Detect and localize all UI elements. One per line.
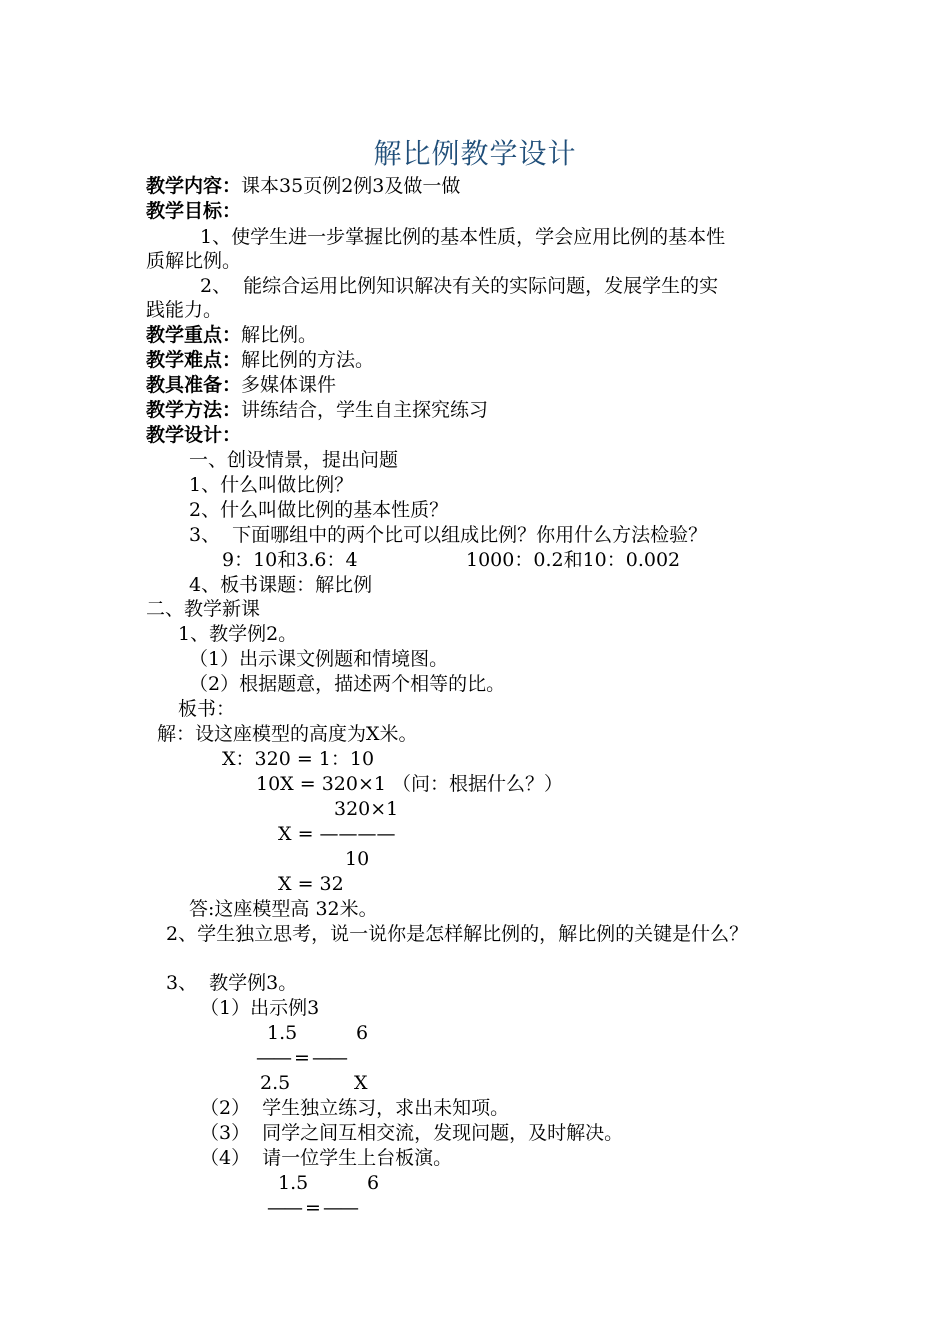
answer-line: 答:这座模型高 32米。 — [189, 898, 378, 920]
section-1-question-3: 3、 下面哪组中的两个比可以组成比例？你用什么方法检验？ — [189, 524, 708, 546]
section-1-heading: 一、创设情景，提出问题 — [189, 449, 399, 471]
goal-1-line-b: 质解比例。 — [146, 250, 242, 272]
goal-label: 教学目标： — [146, 200, 242, 222]
ratio-pair-1: 9：10和3.6：4 — [222, 549, 358, 571]
section-2-item-2: 2、学生独立思考，说一说你是怎样解比例的，解比例的关键是什么？ — [166, 923, 749, 945]
section-2-heading: 二、教学新课 — [146, 598, 261, 620]
method-line — [146, 398, 488, 422]
fraction-equation: X = ———— — [278, 823, 396, 845]
fraction-numerator: 320×1 — [334, 798, 399, 820]
section-2-item-1b: （2）根据题意，描述两个相等的比。 — [189, 673, 506, 695]
equation-result: X = 32 — [278, 873, 344, 895]
key-label: 教学重点： — [146, 324, 242, 346]
example-3-denominator-right: X — [354, 1072, 368, 1094]
ratio-pair-2: 1000：0.2和10：0.002 — [466, 549, 681, 571]
goal-2-line-b: 践能力。 — [146, 299, 223, 321]
section-2-item-3d: （4） 请一位学生上台板演。 — [200, 1147, 453, 1169]
difficulty-label: 教学难点： — [146, 349, 242, 371]
section-2-item-3a: （1）出示例3 — [200, 997, 320, 1019]
example-3-numerator-right: 6 — [356, 1022, 369, 1044]
section-1-question-2: 2、什么叫做比例的基本性质？ — [189, 499, 449, 521]
tools-line — [146, 373, 336, 397]
board-work-fraction-bars: —— = —— — [267, 1197, 357, 1219]
example-3-numerator-left: 1.5 — [267, 1022, 298, 1044]
equation-1: X：320 = 1：10 — [222, 748, 375, 770]
document-title: 解比例教学设计 — [373, 137, 577, 170]
section-2-item-3c: （3） 同学之间互相交流，发现问题，及时解决。 — [200, 1122, 624, 1144]
section-2-item-3: 3、 教学例3。 — [166, 972, 298, 994]
difficulty-line — [146, 348, 374, 372]
key-line — [146, 323, 317, 347]
content-label: 教学内容： — [146, 175, 242, 197]
solution-line: 解：设这座模型的高度为X米。 — [157, 723, 418, 745]
section-2-item-1a: （1）出示课文例题和情境图。 — [189, 648, 449, 670]
board-label: 板书： — [178, 698, 236, 720]
method-label: 教学方法： — [146, 399, 242, 421]
content-line — [146, 174, 460, 198]
tools-value: 多媒体课件 — [241, 374, 337, 396]
tools-label: 教具准备： — [146, 374, 242, 396]
section-1-question-4: 4、板书课题：解比例 — [189, 574, 373, 596]
board-work-numerator-left: 1.5 — [278, 1172, 309, 1194]
method-value: 讲练结合，学生自主探究练习 — [241, 399, 489, 421]
section-1-question-1: 1、什么叫做比例？ — [189, 474, 354, 496]
design-label: 教学设计： — [146, 424, 242, 446]
example-3-denominator-left: 2.5 — [260, 1072, 291, 1094]
goal-2-line-a: 2、 能综合运用比例知识解决有关的实际问题，发展学生的实 — [200, 275, 719, 297]
board-work-numerator-right: 6 — [367, 1172, 380, 1194]
key-value: 解比例。 — [241, 324, 318, 346]
equation-2: 10X = 320×1 （问：根据什么？） — [256, 773, 564, 795]
section-2-item-1: 1、教学例2。 — [178, 623, 298, 645]
goal-1-line-a: 1、使学生进一步掌握比例的基本性质，学会应用比例的基本性 — [200, 226, 726, 248]
difficulty-value: 解比例的方法。 — [241, 349, 375, 371]
section-2-item-3b: （2） 学生独立练习，求出未知项。 — [200, 1097, 510, 1119]
content-value: 课本35页例2例3及做一做 — [241, 175, 461, 197]
example-3-fraction-bars: —— = —— — [256, 1047, 346, 1069]
fraction-denominator: 10 — [345, 848, 370, 870]
